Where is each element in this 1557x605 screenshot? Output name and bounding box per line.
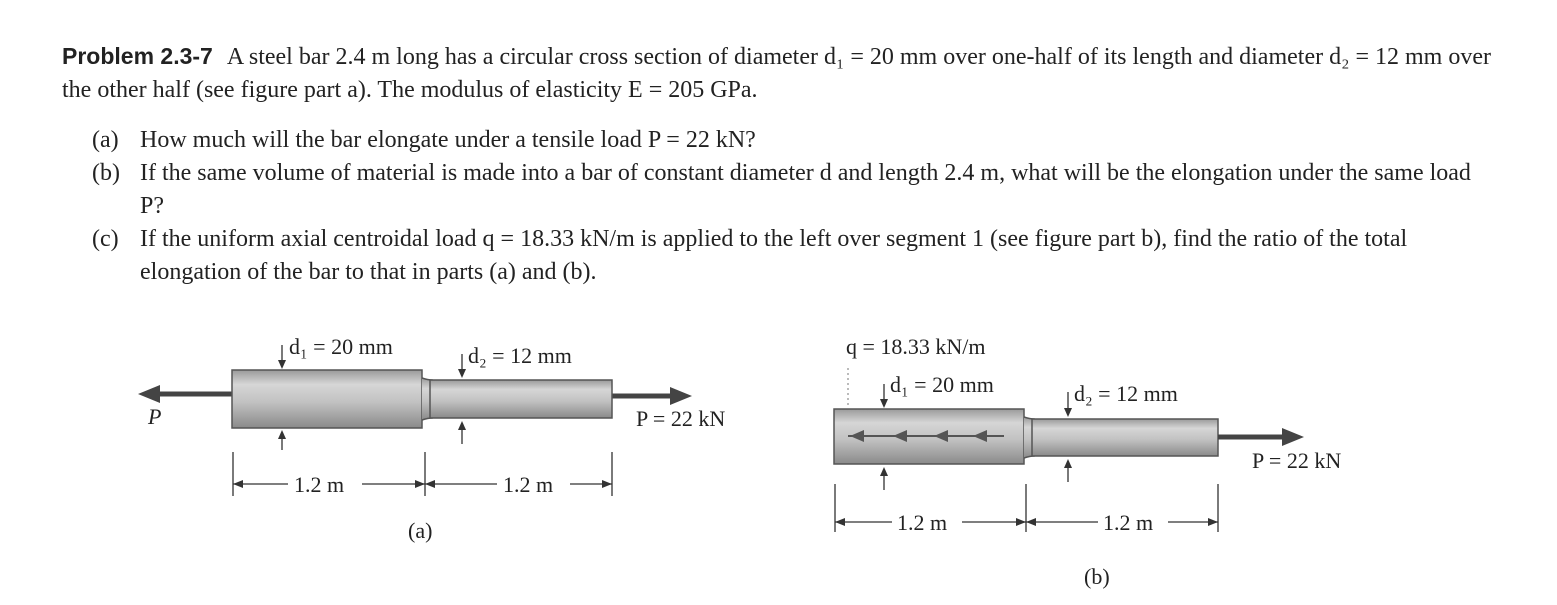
dim-arrowhead — [233, 480, 243, 488]
part-text: How much will the bar elongate under a tensile load P = 22 kN? — [140, 127, 756, 153]
part-label: (c) — [92, 226, 119, 252]
problem-number: Problem 2.3-7 — [62, 43, 213, 69]
bar-segment-d2 — [430, 380, 612, 418]
part-label: (b) — [92, 160, 120, 186]
d1-arrowhead-top — [278, 360, 286, 369]
p-right-label: P = 22 kN — [1252, 448, 1342, 473]
figure-a-caption: (a) — [408, 518, 433, 543]
figure-b — [834, 334, 1341, 589]
q-label: q = 18.33 kN/m — [846, 334, 986, 359]
d2-arrowhead-top — [1064, 408, 1072, 417]
p-left-label: P — [148, 404, 162, 429]
d1-arrowhead-top — [880, 399, 888, 408]
dim-arrowhead — [835, 518, 845, 526]
length-2-label: 1.2 m — [1103, 510, 1154, 535]
d1-label: d₁ = 20 mm — [289, 334, 393, 359]
part-text: If the same volume of material is made into a bar of constant diameter d and length 2.4 m, what will be the elongation under the same load P? — [140, 160, 1471, 219]
d2-arrowhead-bottom — [458, 421, 466, 430]
d2-arrowhead-top — [458, 369, 466, 378]
d2-label: d₂ = 12 mm — [468, 343, 572, 368]
dim-arrowhead — [1016, 518, 1026, 526]
bar-segment-d2 — [1032, 419, 1218, 456]
arrowhead-left — [138, 385, 160, 403]
bar-segment-d1 — [232, 370, 422, 428]
problem-intro: A steel bar 2.4 m long has a circular cross section of diameter d₁ = 20 mm over one-half of its length and diameter d₂ = 12 mm over the other half (see figure part a). The modulus of elasticity E = 205 GPa. — [62, 44, 1491, 103]
dim-arrowhead — [602, 480, 612, 488]
length-2-label: 1.2 m — [503, 472, 554, 497]
length-1-label: 1.2 m — [294, 472, 345, 497]
dim-arrowhead — [1208, 518, 1218, 526]
dim-arrowhead — [425, 480, 435, 488]
d1-arrowhead-bottom — [880, 467, 888, 476]
d1-arrowhead-bottom — [278, 430, 286, 439]
length-1-label: 1.2 m — [897, 510, 948, 535]
dim-arrowhead — [1026, 518, 1036, 526]
part-text: If the uniform axial centroidal load q = 18.33 kN/m is applied to the left over segment 1 (see figure part b), find the ratio of the total elongation of the bar to that in parts (a) and (b). — [140, 226, 1408, 285]
dim-arrowhead — [415, 480, 425, 488]
d2-arrowhead-bottom — [1064, 459, 1072, 468]
arrowhead-right — [1282, 428, 1304, 446]
p-right-label: P = 22 kN — [636, 406, 726, 431]
part-label: (a) — [92, 127, 119, 153]
d1-label: d₁ = 20 mm — [890, 372, 994, 397]
figure-a — [138, 334, 725, 543]
d2-label: d₂ = 12 mm — [1074, 381, 1178, 406]
figure-b-caption: (b) — [1084, 564, 1110, 589]
arrowhead-right — [670, 387, 692, 405]
